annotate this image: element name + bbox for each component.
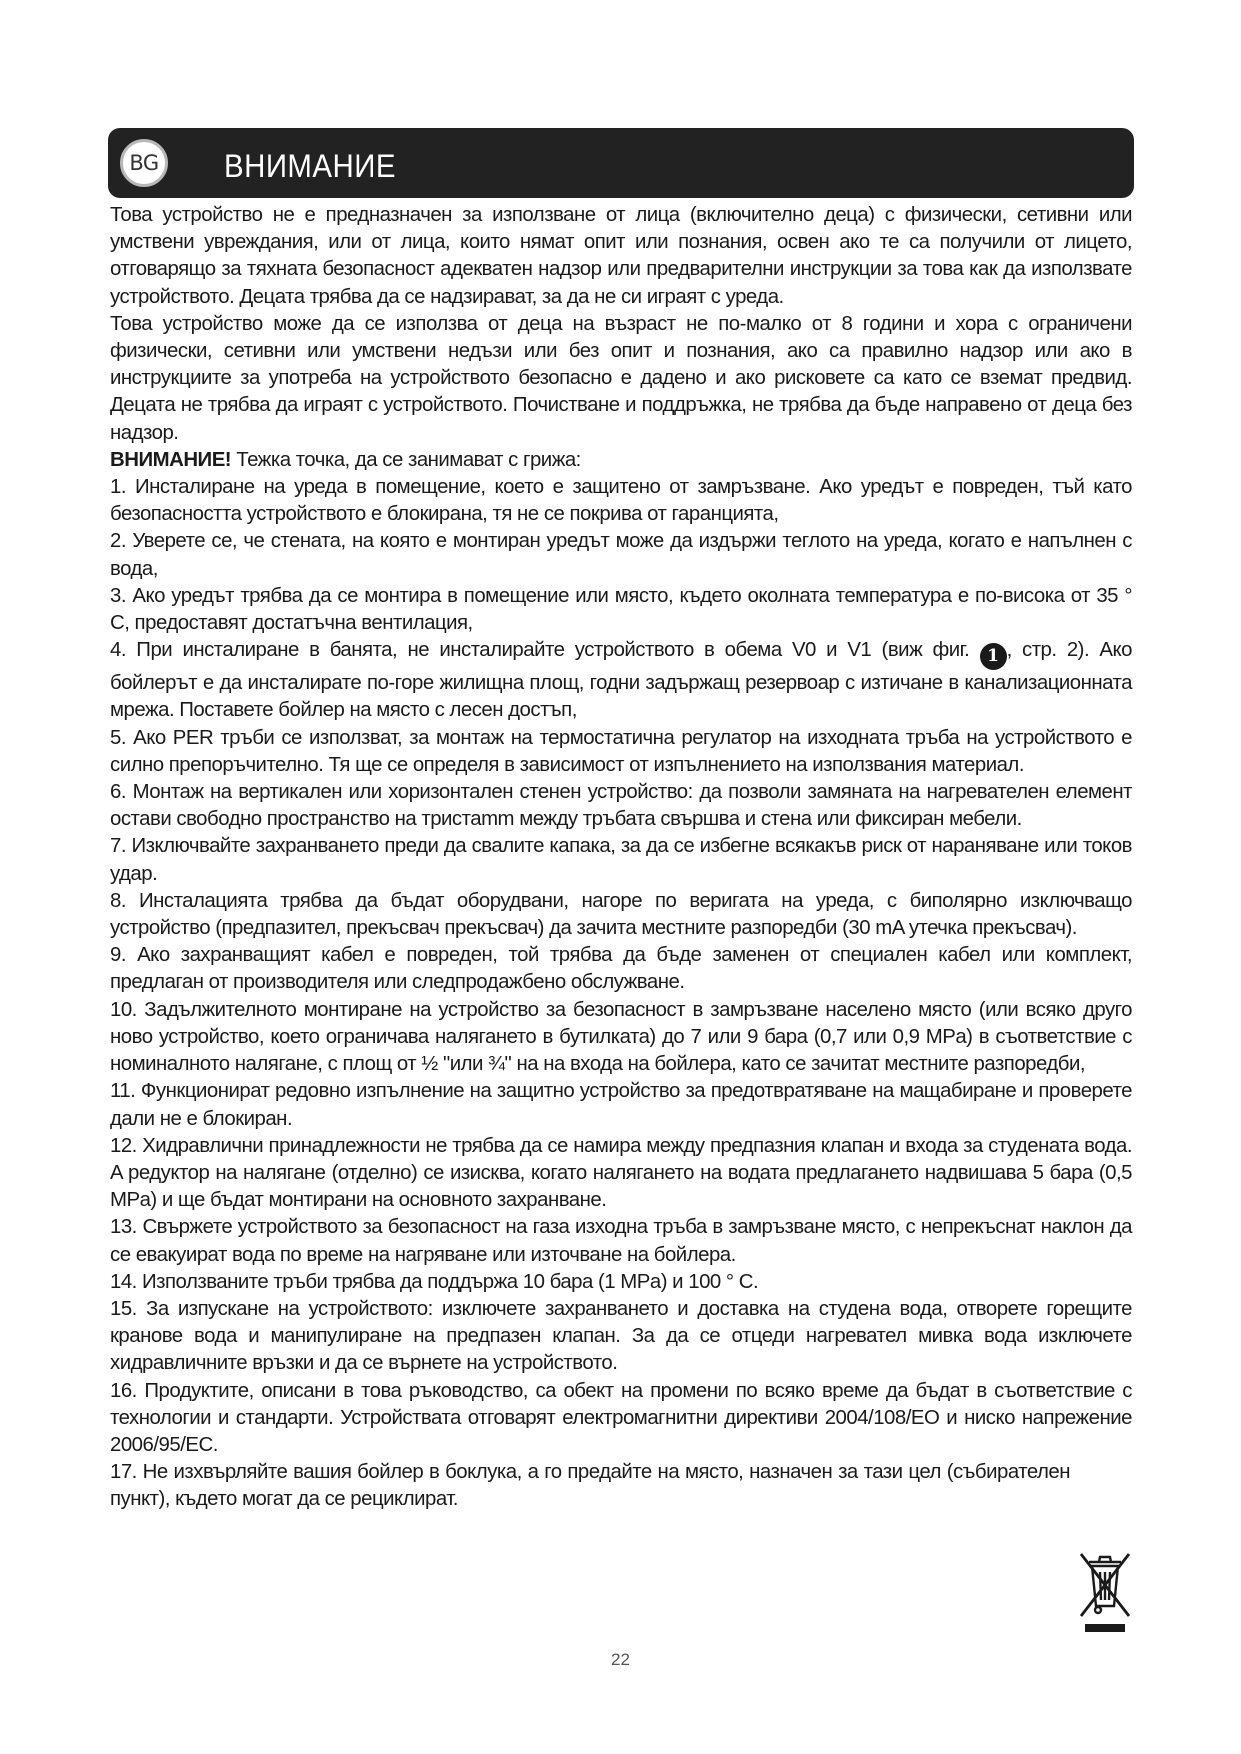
list-item-text: , стр. 2). Ако бойлерът е да инсталирате по-горе жилищна площ, годни задържащ резервоар с изтичане в канализационната мрежа. Поставете бойлер на място с лесен достъп, — [110, 639, 1132, 722]
list-item-text: 4. При инсталиране в банята, не инсталирайте устройството в обема V0 и V1 (виж фиг. — [110, 639, 980, 662]
list-item: 17. Не изхвърляйте вашия бойлер в боклука, а го предайте на място, назначен за тази цел (събирателен пункт), където могат да се рециклират. — [110, 1461, 1070, 1511]
list-item: 15. За изпускане на устройството: изключете захранването и доставка на студена вода, отворете горещите кранове вода и манипулиране на предпазен клапан. За да се отцеди нагревател мивка вода изключете хидравличните връзки и да се върнете на устройството. — [110, 1297, 1132, 1375]
list-item: 9. Ако захранващият кабел е повреден, той трябва да бъде заменен от специален кабел или комплект, предлаган от производителя или следпродажбено обслужване. — [110, 944, 1132, 994]
list-item: 11. Функционират редовно изпълнение на защитно устройство за предотвратяване на мащабиране и проверете дали не е блокиран. — [110, 1080, 1132, 1130]
section-title: ВНИМАНИЕ — [224, 148, 396, 184]
intro-paragraph: Това устройство не е предназначен за използване от лица (включително деца) с физически, сетивни или умствени увреждания, или от лица, които нямат опит или познания, освен ако те са получили от лицето, отговарящо за тяхната безопасност адекватен надзор или предварителни инструкции за това как да използвате устройството. Децата трябва да се надзирават, за да не си играят с уреда. — [110, 204, 1132, 308]
list-item: 3. Ако уредът трябва да се монтира в помещение или място, където околната температура е по-висока от 35 ° C, предоставят достатъчна вентилация, — [110, 584, 1132, 635]
warning-label: ВНИМАНИЕ! — [110, 448, 232, 471]
list-item: 16. Продуктите, описани в това ръководство, са обект на промени по всяко време да бъдат в съответствие с технологии и стандарти. Устройствата отговарят електромагнитни директиви 2004/108/EO и ниско напрежение 2006/95/EC. — [110, 1379, 1132, 1456]
list-item: 13. Свържете устройството за безопасност на газа изходна тръба в замръзване място, с непрекъснат наклон да се евакуират вода по време на нагряване или източване на бойлера. — [110, 1216, 1132, 1266]
figure-number-badge: 1 — [980, 643, 1007, 670]
list-item — [110, 637, 1132, 724]
warning-text: Тежка точка, да се занимават с грижа: — [231, 448, 581, 471]
document-body — [110, 202, 1132, 1514]
list-item: 8. Инсталацията трябва да бъдат оборудвани, нагоре по веригата на уреда, с биполярно изключващо устройство (предпазител, прекъсвач прекъсвач) да зачита местните разпоредби (30 mA утечка прекъсвач). — [110, 889, 1132, 940]
intro-paragraph: Това устройство може да се използва от деца на възраст не по-малко от 8 години и хора с ограничени физически, сетивни или умствени недъзи или без опит и познания, ако са правилно надзор или ако в инструкциите за употреба на устройството безопасно е дадено и ако рисковете са като се вземат предвид. Децата не трябва да играят с устройството. Почистване и поддръжка, не трябва да бъде направено от деца без надзор. — [110, 312, 1132, 444]
list-item: 10. Задължителното монтиране на устройство за безопасност в замръзване населено място (или всяко друго ново устройство, което ограничава налягането в бутилката) до 7 или 9 бара (0,7 или 0,9 MPa) в съответствие с номиналното налягане, с площ от ½ "или ¾" на на входа на бойлера, като се зачитат местните разпоредби, — [110, 998, 1132, 1076]
crossed-out-wheelie-bin-icon — [1077, 1548, 1133, 1636]
section-header — [108, 128, 1134, 198]
list-item: 14. Използваните тръби трябва да поддържа 10 бара (1 MPa) и 100 ° C. — [110, 1270, 759, 1293]
list-item: 12. Хидравлични принадлежности не трябва да се намира между предпазния клапан и входа за студената вода. A редуктор на налягане (отделно) се изисква, когато налягането на водата предлагането надвишава 5 бара (0,5 MPa) и ще бъдат монтирани на основното захранване. — [110, 1134, 1132, 1212]
warning-line — [110, 447, 1132, 474]
list-item: 2. Уверете се, че стената, на която е монтиран уредът може да издържи теглото на уреда, когато е напълнен с вода, — [110, 530, 1132, 580]
language-badge: BG — [120, 139, 168, 187]
list-item: 5. Ако PER тръби се използват, за монтаж на термостатична регулатор на изходната тръба на устройството е силно препоръчително. Тя ще се определя в зависимост от изпълнението на използвания материал. — [110, 726, 1132, 776]
list-item: 6. Монтаж на вертикален или хоризонтален стенен устройство: да позволи замяната на нагревателен елемент остави свободно пространство на тристаmm между тръбата свършва и стена или фиксиран мебели. — [110, 781, 1132, 831]
page-number: 22 — [611, 1650, 630, 1669]
list-item: 7. Изключвайте захранването преди да свалите капака, за да се избегне всякакъв риск от нараняване или токов удар. — [110, 835, 1132, 885]
list-item: 1. Инсталиране на уреда в помещение, което е защитено от замръзване. Ако уредът е повреден, тъй като безопасността устройството е блокирана, тя не се покрива от гаранцията, — [110, 476, 1132, 526]
